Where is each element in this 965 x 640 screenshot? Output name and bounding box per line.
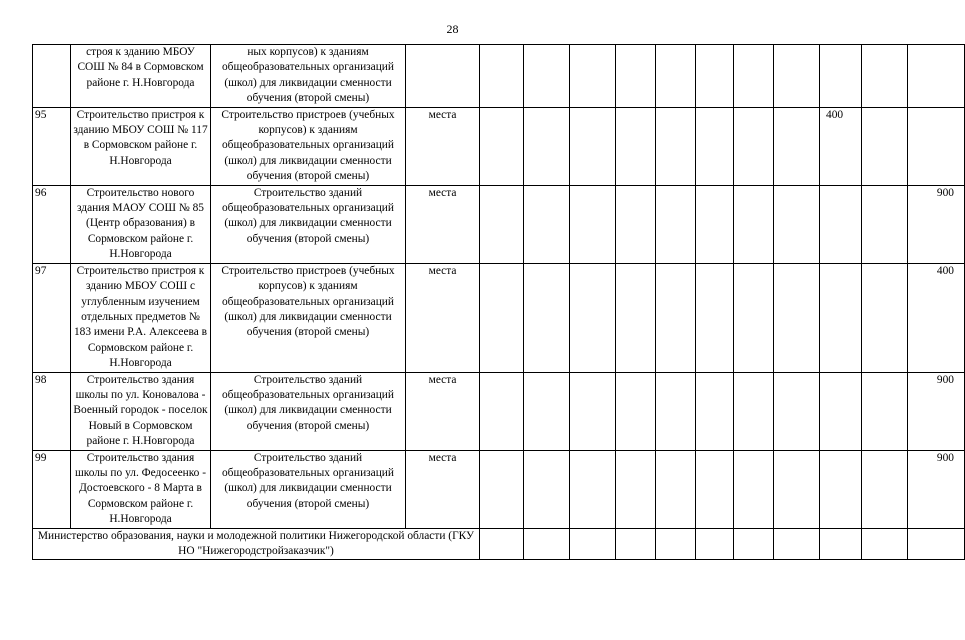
description-cell: Строительство зданий общеобразовательных организаций (школ) для ликвидации сменности обучения (второй смены) — [211, 372, 406, 450]
footer-row — [33, 528, 965, 560]
unit-cell: места — [406, 450, 480, 528]
value-cell — [734, 450, 774, 528]
value-cell — [480, 107, 524, 185]
value-cell — [656, 450, 696, 528]
value-cell — [570, 372, 616, 450]
value-cell: 400 — [820, 107, 862, 185]
value-cell — [570, 263, 616, 372]
value-cell — [524, 263, 570, 372]
value-cell — [480, 45, 524, 108]
value-cell — [524, 185, 570, 263]
value-cell — [862, 263, 908, 372]
value-cell — [774, 372, 820, 450]
program-table — [32, 44, 965, 560]
value-cell — [570, 45, 616, 108]
value-cell — [820, 450, 862, 528]
value-cell — [616, 45, 656, 108]
table-row — [33, 45, 965, 108]
footer-empty-cell — [570, 528, 616, 560]
unit-cell: места — [406, 185, 480, 263]
value-cell — [862, 450, 908, 528]
footer-empty-cell — [524, 528, 570, 560]
value-cell — [862, 185, 908, 263]
value-cell — [908, 107, 965, 185]
value-cell — [570, 107, 616, 185]
value-cell — [734, 185, 774, 263]
value-cell — [696, 450, 734, 528]
value-cell — [734, 45, 774, 108]
value-cell — [774, 450, 820, 528]
value-cell — [908, 45, 965, 108]
row-number-cell: 95 — [33, 107, 71, 185]
value-cell — [862, 45, 908, 108]
value-cell: 900 — [908, 372, 965, 450]
value-cell — [820, 185, 862, 263]
value-cell — [656, 45, 696, 108]
value-cell — [734, 107, 774, 185]
value-cell — [820, 263, 862, 372]
footer-empty-cell — [616, 528, 656, 560]
description-cell: Строительство пристроев (учебных корпусов) к зданиям общеобразовательных организаций (школ) для ликвидации сменности обучения (второй смены) — [211, 263, 406, 372]
description-cell: Строительство зданий общеобразовательных организаций (школ) для ликвидации сменности обучения (второй смены) — [211, 185, 406, 263]
object-name-cell: Строительство пристроя к зданию МБОУ СОШ с углубленным изучением отдельных предметов № 183 имени Р.А. Алексеева в Сормовском районе г. Н.Новгорода — [71, 263, 211, 372]
unit-cell — [406, 45, 480, 108]
value-cell — [774, 45, 820, 108]
value-cell — [696, 107, 734, 185]
value-cell — [820, 372, 862, 450]
table-row — [33, 372, 965, 450]
value-cell — [480, 185, 524, 263]
value-cell — [524, 45, 570, 108]
value-cell: 400 — [908, 263, 965, 372]
footer-empty-cell — [820, 528, 862, 560]
table-row — [33, 107, 965, 185]
value-cell — [862, 372, 908, 450]
value-cell — [480, 450, 524, 528]
table-body — [33, 45, 965, 560]
unit-cell: места — [406, 372, 480, 450]
value-cell — [820, 45, 862, 108]
row-number-cell: 97 — [33, 263, 71, 372]
footer-empty-cell — [734, 528, 774, 560]
table-row — [33, 450, 965, 528]
value-cell — [696, 185, 734, 263]
description-cell: Строительство зданий общеобразовательных организаций (школ) для ликвидации сменности обучения (второй смены) — [211, 450, 406, 528]
unit-cell: места — [406, 263, 480, 372]
value-cell: 900 — [908, 450, 965, 528]
object-name-cell: Строительство здания школы по ул. Федосеенко - Достоевского - 8 Марта в Сормовском районе г. Н.Новгорода — [71, 450, 211, 528]
footer-empty-cell — [774, 528, 820, 560]
value-cell — [616, 185, 656, 263]
footer-empty-cell — [862, 528, 908, 560]
page-number: 28 — [446, 22, 459, 36]
value-cell — [656, 107, 696, 185]
row-number-cell — [33, 45, 71, 108]
value-cell — [734, 263, 774, 372]
value-cell — [524, 372, 570, 450]
value-cell — [524, 450, 570, 528]
row-number-cell: 98 — [33, 372, 71, 450]
value-cell — [696, 263, 734, 372]
value-cell: 900 — [908, 185, 965, 263]
value-cell — [616, 107, 656, 185]
description-cell: ных корпусов) к зданиям общеобразовательных организаций (школ) для ликвидации сменности обучения (второй смены) — [211, 45, 406, 108]
value-cell — [862, 107, 908, 185]
table-row — [33, 185, 965, 263]
value-cell — [616, 263, 656, 372]
value-cell — [774, 107, 820, 185]
footer-empty-cell — [480, 528, 524, 560]
description-cell: Строительство пристроев (учебных корпусов) к зданиям общеобразовательных организаций (школ) для ликвидации сменности обучения (второй смены) — [211, 107, 406, 185]
value-cell — [570, 185, 616, 263]
object-name-cell: Строительство здания школы по ул. Коновалова - Военный городок - поселок Новый в Сормовском районе г. Н.Новгорода — [71, 372, 211, 450]
value-cell — [616, 450, 656, 528]
object-name-cell: Строительство пристроя к зданию МБОУ СОШ № 117 в Сормовском районе г. Н.Новгорода — [71, 107, 211, 185]
value-cell — [656, 372, 696, 450]
value-cell — [616, 372, 656, 450]
table-row — [33, 263, 965, 372]
ministry-footer: Министерство образования, науки и молодежной политики Нижегородской области (ГКУ НО "Нижегородстройзаказчик") — [33, 528, 480, 560]
value-cell — [656, 263, 696, 372]
unit-cell: места — [406, 107, 480, 185]
value-cell — [734, 372, 774, 450]
row-number-cell: 96 — [33, 185, 71, 263]
value-cell — [774, 185, 820, 263]
value-cell — [524, 107, 570, 185]
value-cell — [656, 185, 696, 263]
value-cell — [480, 263, 524, 372]
value-cell — [696, 45, 734, 108]
value-cell — [774, 263, 820, 372]
value-cell — [570, 450, 616, 528]
footer-empty-cell — [656, 528, 696, 560]
footer-empty-cell — [908, 528, 965, 560]
value-cell — [696, 372, 734, 450]
row-number-cell: 99 — [33, 450, 71, 528]
object-name-cell: строя к зданию МБОУ СОШ № 84 в Сормовском районе г. Н.Новгорода — [71, 45, 211, 108]
object-name-cell: Строительство нового здания МАОУ СОШ № 85 (Центр образования) в Сормовском районе г. Н.Новгорода — [71, 185, 211, 263]
footer-empty-cell — [696, 528, 734, 560]
value-cell — [480, 372, 524, 450]
